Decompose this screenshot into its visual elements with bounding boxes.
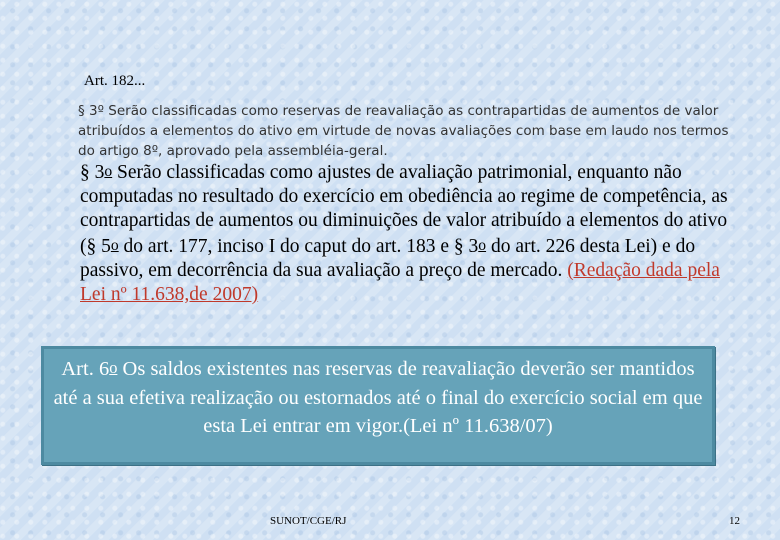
box-lead: Art. 6 — [61, 358, 110, 380]
footer-text: SUNOT/CGE/RJ — [270, 515, 347, 527]
box-body: Os saldos existentes nas reservas de reavaliação deverão ser mantidos até a sua efetiva realização ou estornados até o final do exercício social em que esta Lei entrar em vigor.(Lei nº 11.638/07) — [53, 358, 703, 437]
ordinal-2: o — [478, 236, 487, 254]
highlight-box — [41, 346, 715, 465]
paragraph-text-3: do art. 226 desta Lei) e do passivo, em decorrência da sua avaliação a preço de mercado. — [80, 235, 696, 281]
old-paragraph: § 3º Serão classificadas como reservas de reavaliação as contrapartidas de aumentos de valor atribuídos a elementos do ativo em virtude de novas avaliações com base em laudo nos termos do artigo 8º, aprovado pela assembléia-geral. — [78, 103, 729, 159]
highlight-box-text — [50, 354, 706, 441]
article-title: Art. 182... — [84, 73, 146, 89]
section-ordinal: o — [104, 163, 113, 180]
paragraph-text-1: Serão classificadas como ajustes de avaliação patrimonial, enquanto não computadas no resultado do exercício em obediência ao regime de competência, as contrapartidas de aumentos ou diminuições de valor atribuído a elementos do ativo (§ 5 — [80, 162, 728, 257]
section-mark: § 3 — [80, 162, 105, 183]
box-ordinal: o — [109, 358, 118, 377]
paragraph-text-2: do art. 177, inciso I do caput do art. 183 e § 3 — [118, 235, 479, 257]
ordinal-1: o — [110, 236, 119, 254]
law-reference-link[interactable]: (Redação dada pela Lei nº 11.638,de 2007) — [80, 259, 720, 306]
new-paragraph — [80, 160, 730, 307]
page-number: 12 — [729, 515, 740, 527]
